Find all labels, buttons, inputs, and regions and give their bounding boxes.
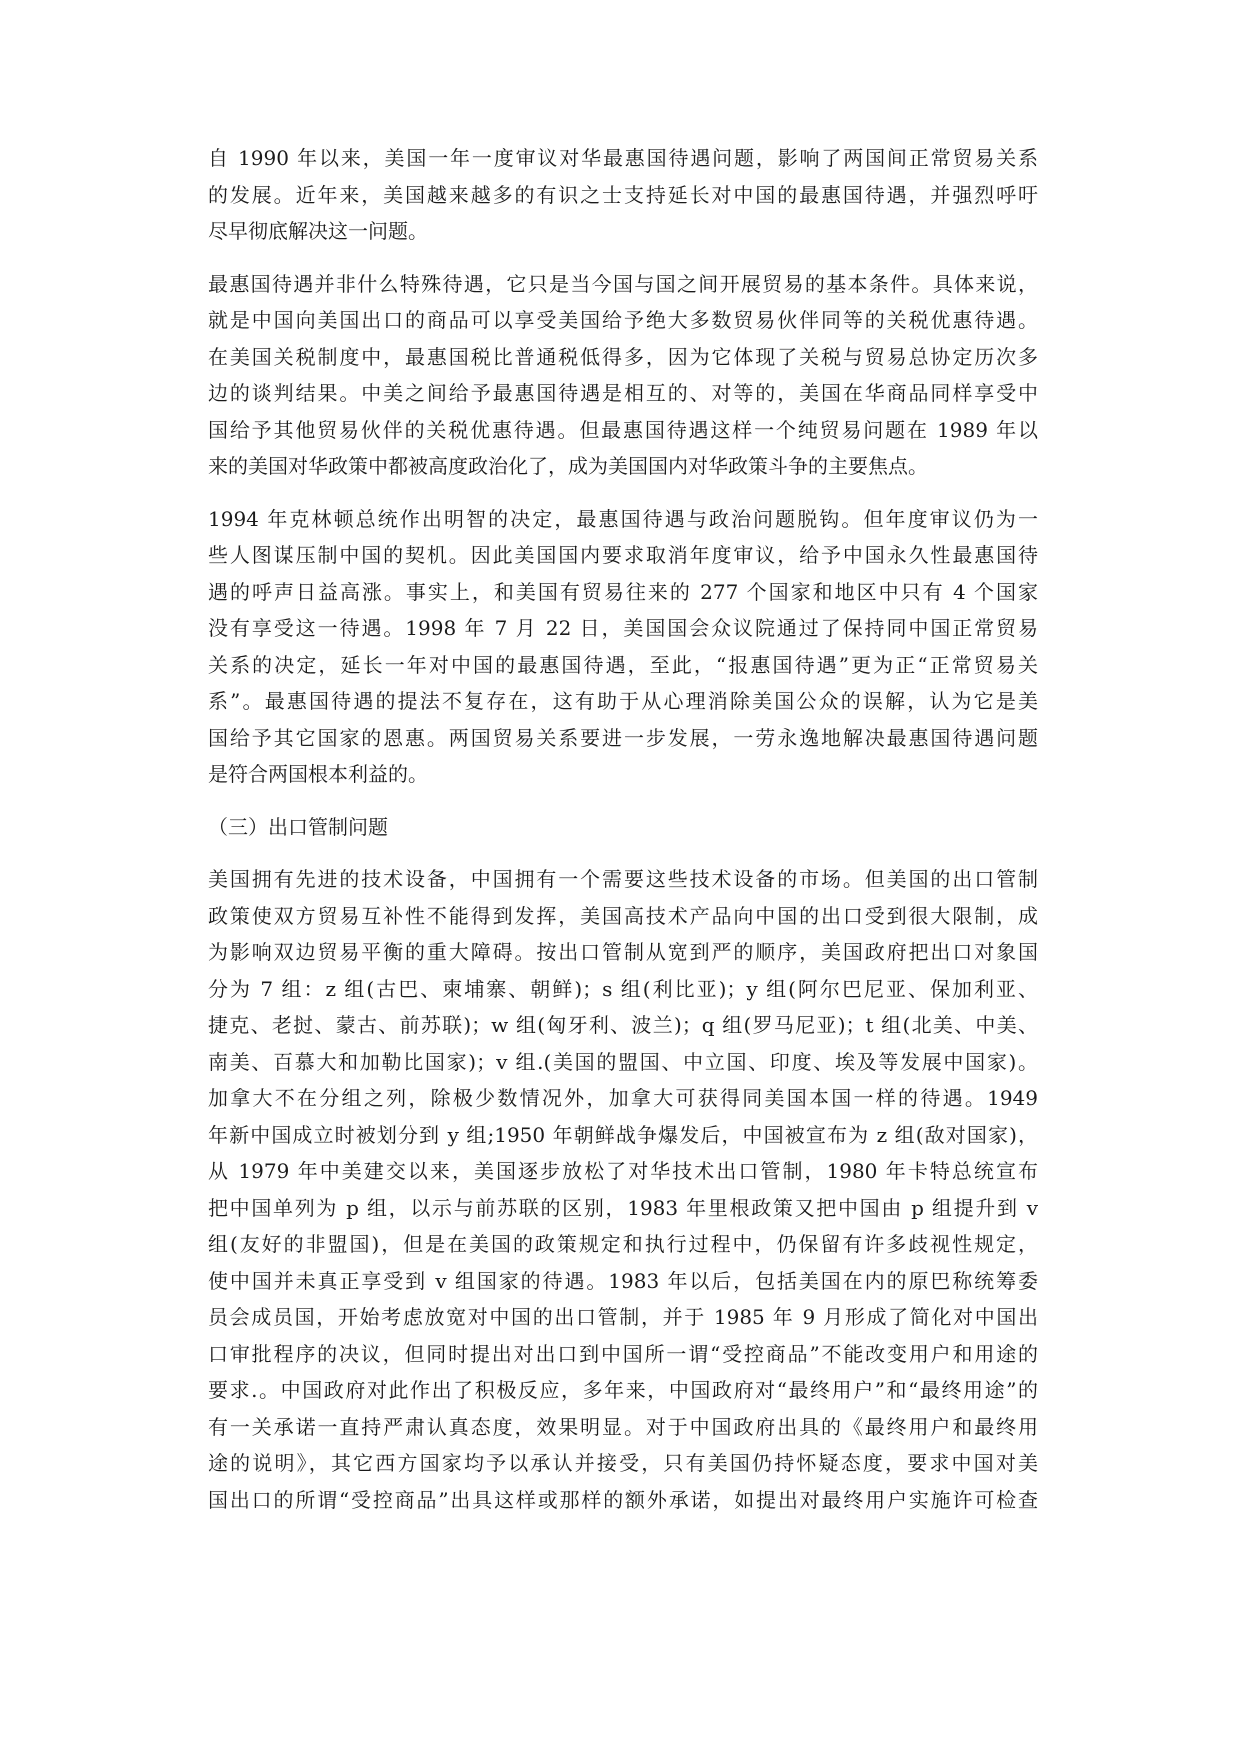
section-heading (208, 809, 1038, 846)
text-line: 国出口的所谓“受控商品”出具这样或那样的额外承诺，如提出对最终用户实施许可检查 (208, 1487, 1038, 1512)
text-line: 组(友好的非盟国)，但是在美国的政策规定和执行过程中，仍保留有许多歧视性规定， (208, 1232, 1038, 1256)
text-line: 关系的决定，延长一年对中国的最惠国待遇，至此，“报惠国待遇”更为正“正常贸易关 (208, 652, 1038, 677)
text-line: 美国拥有先进的技术设备，中国拥有一个需要这些技术设备的市场。但美国的出口管制 (208, 867, 1038, 891)
text-line: 途的说明》，其它西方国家均予以承认并接受，只有美国仍持怀疑态度，要求中国对美 (208, 1451, 1038, 1475)
text-line: 使中国并未真正享受到 v 组国家的待遇。1983 年以后，包括美国在内的原巴称统筹委 (208, 1268, 1038, 1293)
text-line: 捷克、老挝、蒙古、前苏联)；w 组(匈牙利、波兰)；q 组(罗马尼亚)；t 组(北美、中美、 (208, 1013, 1038, 1037)
text-line: 加拿大不在分组之列，除极少数情况外，加拿大可获得同美国本国一样的待遇。1949 (208, 1086, 1038, 1110)
text-line: 在美国关税制度中，最惠国税比普通税低得多，因为它体现了关税与贸易总协定历次多 (208, 344, 1038, 369)
text-line: 就是中国向美国出口的商品可以享受美国给予绝大多数贸易伙伴同等的关税优惠待遇。 (208, 308, 1038, 332)
text-line: 为影响双边贸易平衡的重大障碍。按出口管制从宽到严的顺序，美国政府把出口对象国 (208, 940, 1038, 964)
text-line: 边的谈判结果。中美之间给予最惠国待遇是相互的、对等的，美国在华商品同样享受中 (208, 381, 1038, 405)
paragraph-export-control (208, 861, 1038, 1518)
text-line: 南美、百慕大和加勒比国家)；v 组.(美国的盟国、中立国、印度、埃及等发展中国家)。 (208, 1049, 1038, 1074)
text-line: 口审批程序的决议，但同时提出对出口到中国所一谓“受控商品”不能改变用户和用途的 (208, 1341, 1038, 1366)
text-line: 系”。最惠国待遇的提法不复存在，这有助于从心理消除美国公众的误解，认为它是美 (208, 689, 1038, 713)
paragraph-mfn-definition (208, 266, 1038, 485)
text-line: 没有享受这一待遇。1998 年 7 月 22 日，美国国会众议院通过了保持同中国正常贸易 (208, 616, 1038, 640)
paragraph-1994-decision (208, 501, 1038, 793)
text-line: 是符合两国根本利益的。 (208, 762, 428, 786)
text-line: 有一关承诺一直持严肃认真态度，效果明显。对于中国政府出具的《最终用户和最终用 (208, 1414, 1038, 1439)
text-line: 尽早彻底解决这一问题。 (208, 219, 428, 243)
text-line: 政策使双方贸易互补性不能得到发挥，美国高技术产品向中国的出口受到很大限制，成 (208, 903, 1038, 928)
text-line: 国给予其它国家的恩惠。两国贸易关系要进一步发展，一劳永逸地解决最惠国待遇问题 (208, 725, 1038, 750)
text-line: 从 1979 年中美建交以来，美国逐步放松了对华技术出口管制，1980 年卡特总统宣布 (208, 1159, 1038, 1183)
paragraph-mfn-review (208, 140, 1038, 250)
text-line: 自 1990 年以来，美国一年一度审议对华最惠国待遇问题，影响了两国间正常贸易关系 (208, 146, 1038, 170)
text-line: 要求.。中国政府对此作出了积极反应，多年来，中国政府对“最终用户”和“最终用途”的 (208, 1378, 1038, 1402)
text-line: 些人图谋压制中国的契机。因此美国国内要求取消年度审议，给予中国永久性最惠国待 (208, 543, 1038, 567)
text-line: 分为 7 组：z 组(古巴、柬埔寨、朝鲜)；s 组(利比亚)；y 组(阿尔巴尼亚、保加利亚、 (208, 976, 1038, 1001)
text-line: 来的美国对华政策中都被高度政治化了，成为美国国内对华政策斗争的主要焦点。 (208, 454, 928, 478)
text-line: 遇的呼声日益高涨。事实上，和美国有贸易往来的 277 个国家和地区中只有 4 个国家 (208, 579, 1038, 604)
text-line: 1994 年克林顿总统作出明智的决定，最惠国待遇与政治问题脱钩。但年度审议仍为一 (208, 506, 1038, 531)
document-body (208, 140, 1038, 1534)
text-line: 的发展。近年来，美国越来越多的有识之士支持延长对中国的最惠国待遇，并强烈呼吁 (208, 182, 1038, 207)
text-line: 年新中国成立时被划分到 y 组;1950 年朝鲜战争爆发后，中国被宣布为 z 组(敌对国家)， (208, 1122, 1038, 1147)
text-line: 国给予其他贸易伙伴的关税优惠待遇。但最惠国待遇这样一个纯贸易问题在 1989 年以 (208, 417, 1038, 442)
text-line: 员会成员国，开始考虑放宽对中国的出口管制，并于 1985 年 9 月形成了简化对中国出 (208, 1305, 1038, 1329)
text-line: 把中国单列为 p 组，以示与前苏联的区别，1983 年里根政策又把中国由 p 组提升到 v (208, 1195, 1038, 1220)
section-heading-text: （三）出口管制问题 (208, 814, 388, 839)
text-line: 最惠国待遇并非什么特殊待遇，它只是当今国与国之间开展贸易的基本条件。具体来说， (208, 271, 1038, 296)
